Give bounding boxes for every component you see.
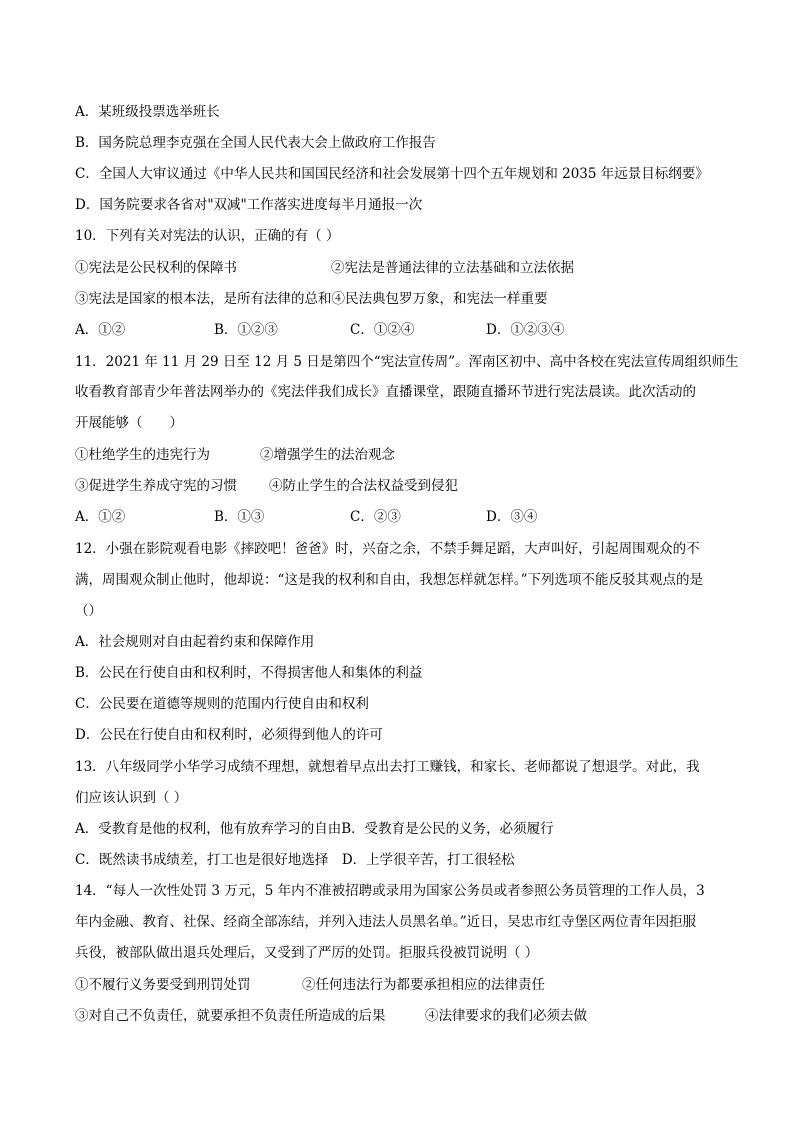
q10-statement-2: ②宪法是普通法律的立法基础和立法依据: [331, 260, 574, 276]
q11-stem-line3: 开展能够（ ）: [75, 415, 183, 431]
q11-option-a: A．①②: [75, 509, 126, 525]
q11-statement-4: ④防止学生的合法权益受到侵犯: [269, 478, 458, 494]
q14-stem-line1: 14．“每人一次性处罚 3 万元，5 年内不准被招聘或录用为国家公务员或者参照公务员管理的工作人员，3: [75, 883, 705, 899]
q9-option-a: A．某班级投票选举班长: [75, 104, 220, 120]
q11-option-c: C．②③: [350, 509, 401, 525]
q11-stem-line2: 收看教育部青少年普法网举办的《宪法伴我们成长》直播课堂，跟随直播环节进行宪法晨读。此次活动的: [75, 384, 696, 400]
q10-option-a: A．①②: [75, 322, 126, 338]
q11-statement-2: ②增强学生的法治观念: [260, 447, 395, 463]
q14-statement-3: ③对自己不负责任，就要承担不负责任所造成的后果: [75, 1008, 386, 1024]
q9-option-d: D．国务院要求各省对"双减"工作落实进度每半月通报一次: [75, 197, 423, 213]
q10-options: [75, 320, 725, 340]
q11-stem-line1: 11．2021 年 11 月 29 日至 12 月 5 日是第四个“宪法宣传周”。浑南区初中、高中各校在宪法宣传周组织师生: [75, 354, 739, 370]
q10-statements-row2: ③宪法是国家的根本法，是所有法律的总和④民法典包罗万象，和宪法一样重要: [75, 291, 548, 307]
q12-option-a: A．社会规则对自由起着约束和保障作用: [75, 634, 315, 650]
q12-stem-line2: 满，周围观众制止他时，他却说：“这是我的权利和自由，我想怎样就怎样。”下列选项不能反驳其观点的是: [75, 572, 704, 588]
q10-option-d: D．①②③④: [486, 322, 565, 338]
q13-options-cd: C．既然读书成绩差，打工也是很好地选择 D．上学很辛苦，打工很轻松: [75, 852, 515, 868]
q13-stem-line2: 们应该认识到（ ）: [75, 790, 188, 806]
q11-options: [75, 507, 725, 527]
q11-option-d: D．③④: [486, 509, 538, 525]
q11-statement-1: ①杜绝学生的违宪行为: [75, 447, 210, 463]
q12-option-d: D．公民在行使自由和权利时，必须得到他人的许可: [75, 727, 383, 743]
q10-statement-1: ①宪法是公民权利的保障书: [75, 260, 237, 276]
q14-statement-1: ①不履行义务要受到刑罚处罚: [75, 977, 251, 993]
q14-stem-line2: 年内金融、教育、社保、经商全部冻结，并列入违法人员黑名单。”近日，吴忠市红寺堡区两位青年因拒服: [75, 914, 697, 930]
q10-option-b: B．①②③: [214, 322, 278, 338]
q12-option-c: C．公民要在道德等规则的范围内行使自由和权利: [75, 696, 369, 712]
q11-option-b: B．①③: [214, 509, 265, 525]
q14-statement-4: ④法律要求的我们必须去做: [425, 1008, 587, 1024]
q14-stem-line3: 兵役，被部队做出退兵处理后，又受到了严厉的处罚。拒服兵役被罚说明（ ）: [75, 945, 539, 961]
q12-option-b: B．公民在行使自由和权利时，不得损害他人和集体的利益: [75, 665, 423, 681]
q12-stem-line1: 12．小强在影院观看电影《摔跤吧！爸爸》时，兴奋之余，不禁手舞足蹈，大声叫好，引起周围观众的不: [75, 541, 700, 557]
q10-option-c: C．①②④: [350, 322, 415, 338]
q12-stem-line3: （）: [75, 603, 102, 619]
q14-statement-2: ②任何违法行为都要承担相应的法律责任: [302, 977, 545, 993]
q13-options-ab: A．受教育是他的权利，他有放弃学习的自由B．受教育是公民的义务，必须履行: [75, 821, 554, 837]
q13-stem-line1: 13．八年级同学小华学习成绩不理想，就想着早点出去打工赚钱，和家长、老师都说了想退学。对此，我: [75, 759, 700, 775]
q9-option-c: C．全国人大审议通过《中华人民共和国国民经济和社会发展第十四个五年规划和 2035 年远景目标纲要》: [75, 166, 709, 182]
q10-stem: 10．下列有关对宪法的认识，正确的有（ ）: [75, 228, 340, 244]
q11-statement-3: ③促进学生养成守宪的习惯: [75, 478, 237, 494]
q9-option-b: B．国务院总理李克强在全国人民代表大会上做政府工作报告: [75, 135, 436, 151]
